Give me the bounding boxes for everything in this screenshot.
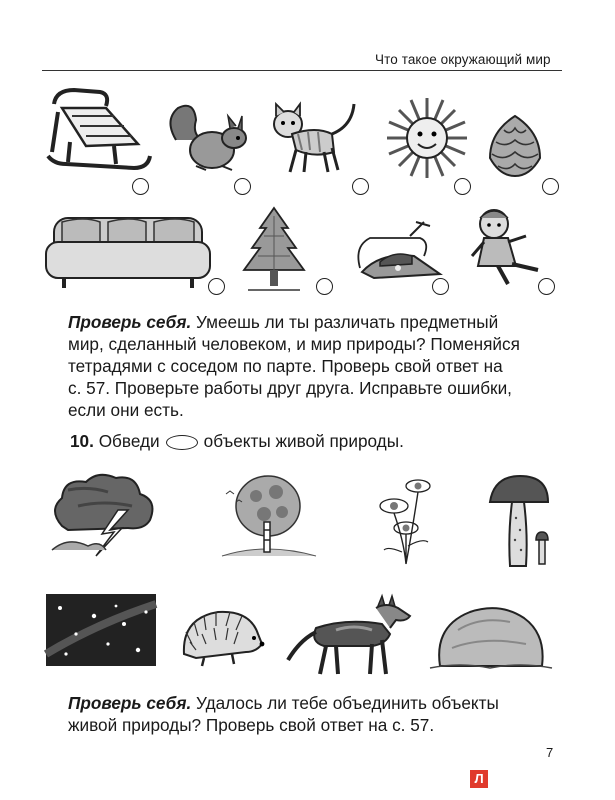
paragraph-line: с. 57. Проверьте работы друг друга. Исправьте ошибки, (68, 378, 512, 398)
task-text-before: Обведи (98, 431, 160, 451)
mushroom-image (486, 474, 558, 572)
publisher-logo: Л (470, 770, 488, 788)
storm-cloud-image (48, 470, 160, 560)
dog-image (286, 590, 412, 680)
header-rule (42, 70, 562, 71)
fir-tree-image (238, 206, 310, 296)
oval-icon (166, 435, 198, 450)
answer-circle-sofa[interactable] (208, 278, 225, 295)
paragraph-line: Умеешь ли ты различать предметный (196, 312, 499, 332)
answer-circle-fir-tree[interactable] (316, 278, 333, 295)
answer-circle-squirrel[interactable] (234, 178, 251, 195)
birch-tree-image (212, 472, 320, 560)
hedgehog-image (176, 604, 266, 670)
stone-image (430, 600, 552, 672)
paragraph-line: живой природы? Проверь свой ответ на с. 57. (68, 715, 435, 735)
check-yourself-paragraph-2 (68, 692, 556, 736)
sun-image (385, 96, 469, 180)
task-10-instruction (70, 431, 404, 452)
sled-image (44, 82, 154, 184)
page-number: 7 (546, 745, 554, 760)
pine-cone-image (484, 112, 546, 180)
running-header: Что такое окружающий мир (375, 52, 551, 67)
answer-circle-doll[interactable] (538, 278, 555, 295)
cat-image (268, 100, 358, 176)
answer-circle-sled[interactable] (132, 178, 149, 195)
paragraph-line: Удалось ли тебе объединить объекты (196, 693, 499, 713)
check-yourself-label: Проверь себя. (68, 312, 192, 332)
check-yourself-label: Проверь себя. (68, 693, 192, 713)
squirrel-image (162, 100, 252, 178)
answer-circle-pine-cone[interactable] (542, 178, 559, 195)
answer-circle-sun[interactable] (454, 178, 471, 195)
task-text-after: объекты живой природы. (203, 431, 404, 451)
answer-circle-cat[interactable] (352, 178, 369, 195)
check-yourself-paragraph-1 (68, 311, 556, 421)
iron-image (350, 216, 444, 288)
paragraph-line: мир, сделанный человеком, и мир природы? Поменяйся (68, 334, 520, 354)
answer-circle-iron[interactable] (432, 278, 449, 295)
paragraph-line: тетрадями с соседом по парте. Проверь свой ответ на (68, 356, 503, 376)
doll-image (468, 204, 556, 288)
chamomile-image (372, 472, 444, 566)
sofa-image (44, 214, 212, 296)
task-number: 10. (70, 431, 94, 451)
starry-sky-image (46, 594, 156, 666)
paragraph-line: если они есть. (68, 400, 184, 420)
